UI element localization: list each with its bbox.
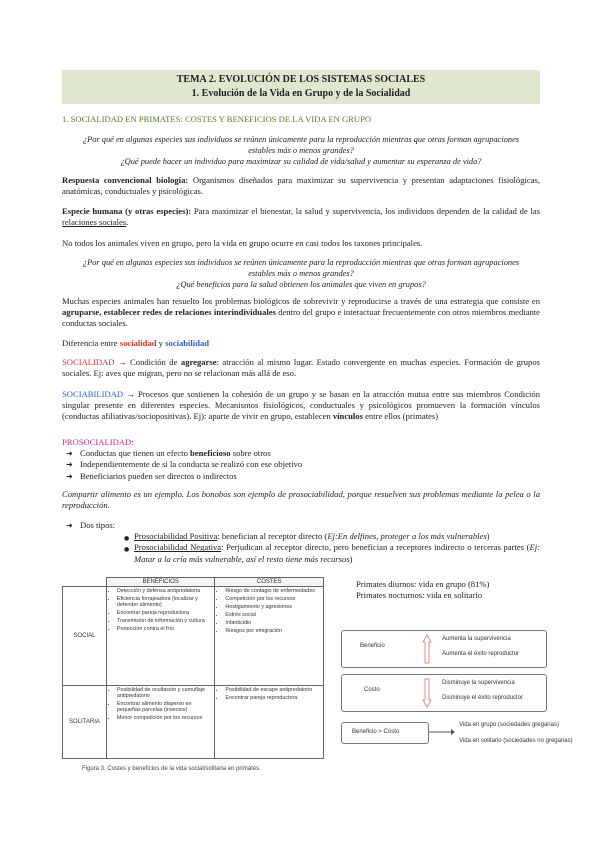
prosocialidad-title: PROSOCIALIDAD:	[62, 437, 134, 447]
term: Prosociabilidad Positiva	[134, 531, 218, 542]
term: Respuesta convencional biología:	[62, 175, 189, 185]
list-item	[62, 471, 540, 482]
tipos-block	[62, 520, 540, 565]
tipos-sublist	[122, 531, 540, 565]
paragraph-no-todos: No todos los animales viven en grupo, pero la vida en grupo ocurre en casi todos los taxones principales.	[62, 238, 423, 248]
term: Prosociabilidad Negativa	[134, 542, 222, 553]
question-line: ¿Por qué en algunas especies sus individuos se reúnen únicamente para la reproducción mientras que otras forman agrupaciones	[82, 135, 520, 144]
example: Ej:En delfines, proteger a los más vulnerables	[327, 531, 487, 542]
socialidad-label: SOCIALIDAD	[62, 357, 115, 367]
text: Beneficiarios pueden ser directos o indirectos	[80, 470, 237, 481]
paragraph-sociabilidad	[62, 389, 540, 423]
costo-box	[341, 674, 547, 712]
prosocialidad-list	[62, 448, 540, 482]
beneficio-item: Aumenta el éxito reproductor	[442, 651, 520, 657]
costs-benefits-figure	[62, 577, 324, 772]
socialidad-term: socialidad	[119, 338, 157, 348]
result-item: Vida en grupo (sociedades gregarias)	[459, 722, 559, 728]
question-line: ¿Por qué en algunas especies sus individuos se reúnen únicamente para la reproducción mientras que otras forman agrupaciones	[82, 258, 520, 267]
row-label-solitaria: SOLITARIA	[63, 686, 107, 759]
list-item: • Riesgo de contagio de enfermedades	[225, 588, 321, 594]
list-item: • Infanticidio	[225, 620, 321, 626]
text: y	[156, 338, 166, 348]
primates-text	[356, 579, 489, 601]
list-item	[62, 459, 540, 470]
list-item: • Eficiencia forrajeadora (localizar y defender alimento)	[117, 596, 212, 608]
result-item: Vida en solitario (sociedades no gregarias)	[459, 738, 573, 744]
paragraph-socialidad	[62, 357, 540, 379]
list-item: • Posibilidad de escape antipredatorio	[225, 687, 321, 693]
paragraph-muchas	[62, 296, 540, 330]
primates-diurnos: Primates diurnos: vida en grupo (81%)	[356, 579, 490, 589]
arrow-up-shape	[423, 635, 431, 663]
text: : benefician al receptor directo (	[217, 531, 328, 542]
text: )	[349, 553, 353, 564]
costo-item: Disminuye la supervivencia	[442, 680, 515, 686]
bold-text: agruparse, establecer redes de relaciones interindividuales	[62, 307, 276, 318]
row-label-social: SOCIAL	[63, 587, 107, 686]
arrow-down-icon	[422, 678, 432, 708]
prosocialidad-block	[62, 437, 540, 482]
beneficio-costo-label: Beneficio > Costo	[352, 729, 400, 735]
text: dentro del grupo e interactuar frecuentemente con otros miembros mediante conductas sociales.	[62, 307, 540, 329]
paragraph-respuesta	[62, 175, 540, 197]
table-header-costes: COSTES	[215, 578, 324, 587]
benefit-cost-diagram	[341, 630, 573, 750]
underlined-term: relaciones sociales	[62, 217, 127, 228]
sociabilidad-label: SOCIABILIDAD	[62, 389, 124, 399]
cell-social-costs	[215, 587, 324, 686]
question-block-2	[62, 257, 540, 290]
text: → Condición de	[114, 357, 181, 367]
cell-solitaria-costs	[215, 686, 324, 759]
arrow-down-shape	[423, 679, 431, 707]
list-item: • Protección contra el frío	[117, 626, 212, 632]
text: Dos tipos:	[80, 520, 116, 530]
text: sobre otros	[230, 448, 271, 459]
text: Para maximizar el bienestar, la salud y supervivencia, los individuos dependen de la calidad de las	[191, 206, 541, 216]
list-item: • Encontrar pareja reproductora	[225, 695, 321, 701]
text: )	[486, 531, 490, 542]
question-line: estables más o menos grandes?	[248, 269, 354, 278]
list-item: • Transmisión de información y cultura	[117, 618, 212, 624]
costs-benefits-table	[62, 577, 324, 759]
bold-text: vínculos	[332, 411, 363, 422]
cell-social-benefits	[106, 587, 214, 686]
page-title: TEMA 2. EVOLUCIÓN DE LOS SISTEMAS SOCIALES	[176, 74, 426, 85]
list-item-negativa	[122, 542, 540, 564]
list-item: • Detección y defensa antipredatoria	[117, 588, 212, 594]
list-item	[62, 520, 540, 531]
beneficio-label: Beneficio	[360, 643, 385, 649]
paragraph-diferencia	[62, 338, 540, 349]
text: Muchas especies animales han resuelto los problemas biológicos de sobrevivir y reproducirse a través de una estrategia que consiste en	[62, 296, 540, 306]
sociabilidad-term: sociabilidad	[165, 338, 210, 348]
beneficio-item: Aumenta la supervivencia	[442, 636, 511, 642]
text: Independientemente de si la conducta se realizó con ese objetivo	[80, 459, 303, 470]
title-box	[62, 70, 540, 104]
section-heading: 1. SOCIALIDAD EN PRIMATES: COSTES Y BENEFICIOS DE LA VIDA EN GRUPO	[62, 114, 372, 124]
example: Ej: Matar a la cría más vulnerable, así el resto tiene más recursos	[134, 542, 540, 564]
tipos-list	[62, 520, 540, 531]
costo-label: Costo	[364, 687, 380, 693]
table-header-beneficios: BENEFICIOS	[106, 578, 214, 587]
paragraph-compartir: Compartir alimento es un ejemplo. Los bonobos son ejemplo de prosociabilidad, porque resuelven sus problemas mediante la pelea o la reproducción.	[62, 489, 540, 511]
question-block-1	[62, 134, 540, 167]
arrow-right-icon	[429, 728, 455, 736]
question-line: estables más o menos grandes?	[248, 146, 354, 155]
text: entre ellos (primates)	[362, 411, 439, 422]
list-item: • Competición por los recursos	[225, 596, 321, 602]
list-item: • Hostigamiento y agresiones	[225, 604, 321, 610]
costo-item: Disminuye el éxito reproductor	[442, 695, 524, 701]
list-item: • Menor competición por los recursos	[117, 715, 212, 721]
list-item	[62, 448, 540, 459]
text: .	[126, 217, 129, 228]
text: Conductas que tienen un efecto	[80, 448, 191, 459]
bold-text: agregarse	[180, 357, 217, 367]
list-item: • Posibilidad de ocultación y camuflaje antipredatorio	[117, 687, 212, 699]
text: Organismos diseñados para maximizar su supervivencia y presentan adaptaciones fisiológicas, anatómicas, conductuales y psicológicas.	[62, 175, 540, 197]
list-item: • Encontrar pareja reproductora	[117, 610, 212, 616]
text: Diferencia entre	[62, 338, 120, 348]
text: → Procesos que sostienen la cohesión de un grupo y se basan en la atracción mutua entre sus miembros Condición singular presente en diferentes especies. Mecanismos fisiológicos, conductuales y psicológicos promueven la formación vínculos (conductas afiliativas/sociopositivas). Ej): aparte de vivir en grupo, establecen	[62, 389, 540, 422]
list-item: • Encontrar alimento disperso en pequeñas parcelas (insectos)	[117, 701, 212, 713]
term: Especie humana (y otras especies):	[62, 206, 192, 216]
list-item-positiva	[122, 531, 540, 542]
beneficio-box	[341, 630, 547, 668]
bold-text: beneficioso	[190, 448, 231, 459]
primates-nocturnos: Primates nocturnos: vida en solitario	[356, 590, 483, 600]
text: : Perjudican al receptor directo, pero benefician a receptores indirecto o terceras partes (	[221, 542, 530, 553]
page-subtitle: 1. Evolución de la Vida en Grupo y de la Socialidad	[191, 88, 411, 99]
arrow-up-icon	[422, 634, 432, 664]
question-line: ¿Qué beneficios para la salud obtienen los animales que viven en grupos?	[176, 280, 426, 289]
paragraph-especie	[62, 206, 540, 228]
text: : atracción al mismo lugar. Estado convergente en muchas especies. Formación de grupos sociales. Ej: aves que migran, pero no se relacionan más allá de eso.	[62, 357, 540, 379]
figure-caption: Figura 3. Costes y beneficios de la vida social/solitaria en primates.	[82, 766, 261, 772]
cell-solitaria-benefits	[106, 686, 214, 759]
list-item: • Riesgos por emigración	[225, 628, 321, 634]
beneficio-costo-box	[341, 722, 429, 744]
table-corner	[63, 578, 107, 587]
question-line: ¿Qué puede hacer un individuo para maximizar su calidad de vida/salud y aumentar su esperanza de vida?	[120, 157, 482, 166]
list-item: • Estrés social	[225, 612, 321, 618]
